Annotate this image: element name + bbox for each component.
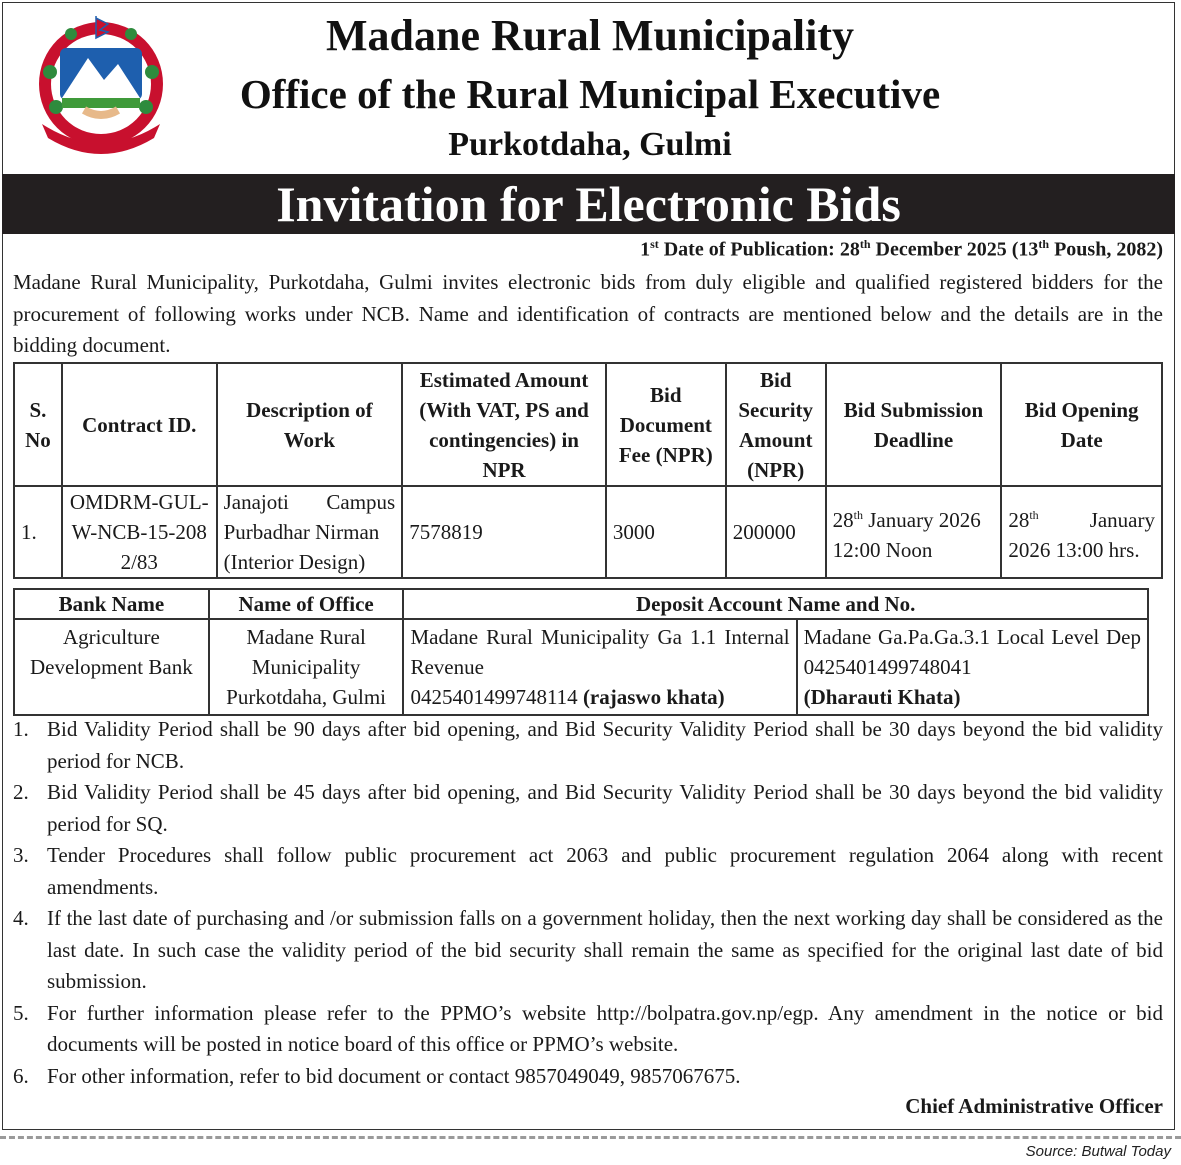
cell-estimate: 7578819 — [402, 486, 606, 578]
col-description: Description of Work — [217, 363, 403, 486]
cell-bank-name: Agriculture Development Bank — [14, 619, 209, 715]
list-item: 5. For further information please refer to the PPMO’s website http://bolpatra.gov.np/egp. Any amendment in the notice or bid documents will be posted in notice board of this office or PPMO’s website. — [13, 1000, 1163, 1056]
bank-table — [13, 588, 1149, 716]
col-opening: Bid Opening Date — [1001, 363, 1162, 486]
col-sno: S. No — [14, 363, 62, 486]
bank-header-row — [14, 589, 1148, 619]
table-header-row — [14, 363, 1162, 486]
bids-table — [13, 362, 1163, 579]
nepal-emblem-icon — [26, 12, 176, 160]
col-security: Bid Security Amount (NPR) — [726, 363, 826, 486]
cell-sno: 1. — [14, 486, 62, 578]
list-item: 4. If the last date of purchasing and /or submission falls on a government holiday, then the next working day shall be considered as the last date. In such case the validity period of the bid security shall remain the same as specified for the original last date of bid submission. — [13, 906, 1163, 993]
cell-account-revenue: Madane Rural Municipality Ga 1.1 Internal Revenue 0425401499748114 (rajaswo khata) — [403, 619, 796, 715]
notice-title-banner: Invitation for Electronic Bids — [2, 174, 1175, 234]
list-item: 3. Tender Procedures shall follow public procurement act 2063 and public procurement regulation 2064 along with recent amendments. — [13, 843, 1163, 899]
col-office-name: Name of Office — [209, 589, 404, 619]
cell-doc-fee: 3000 — [606, 486, 726, 578]
list-item: 2. Bid Validity Period shall be 45 days after bid opening, and Bid Security Validity Period shall be 30 days beyond the bid validity period for SQ. — [13, 780, 1163, 836]
cell-opening: 28th January 2026 13:00 hrs. — [1001, 486, 1162, 578]
signatory: Chief Administrative Officer — [905, 1094, 1163, 1118]
conditions-list — [13, 714, 1163, 1092]
municipality-name: Madane Rural Municipality — [325, 11, 855, 60]
cell-office-name: Madane Rural Municipality Purkotdaha, Gulmi — [209, 619, 404, 715]
col-estimate: Estimated Amount (With VAT, PS and contingencies) in NPR — [402, 363, 606, 486]
col-deposit-account: Deposit Account Name and No. — [403, 589, 1148, 619]
intro-paragraph: Madane Rural Municipality, Purkotdaha, Gulmi invites electronic bids from duly eligible and qualified registered bidders for the procurement of following works under NCB. Name and identification of contracts are mentioned below and the details are in the bidding document. — [13, 270, 1163, 357]
source-credit: Source: Butwal Today — [1025, 1143, 1171, 1160]
list-item: 6. For other information, refer to bid document or contact 9857049049, 9857067675. — [13, 1063, 741, 1088]
cell-security: 200000 — [726, 486, 826, 578]
cell-deadline: 28th January 2026 12:00 Noon — [826, 486, 1002, 578]
bank-row — [14, 619, 1148, 715]
col-contract-id: Contract ID. — [62, 363, 217, 486]
col-doc-fee: Bid Document Fee (NPR) — [606, 363, 726, 486]
col-bank-name: Bank Name — [14, 589, 209, 619]
cell-description: Janajoti Campus Purbadhar Nirman (Interior Design) — [217, 486, 403, 578]
divider — [0, 1136, 1181, 1139]
cell-contract-id: OMDRM-GUL-W-NCB-15-2082/83 — [62, 486, 217, 578]
table-row — [14, 486, 1162, 578]
cell-account-deposit: Madane Ga.Pa.Ga.3.1 Local Level Dep 0425401499748041 (Dharauti Khata) — [797, 619, 1148, 715]
col-deadline: Bid Submission Deadline — [826, 363, 1002, 486]
publication-date: 1st Date of Publication: 28th December 2025 (13th Poush, 2082) — [640, 237, 1163, 261]
office-name: Office of the Rural Municipal Executive — [239, 71, 941, 117]
office-location: Purkotdaha, Gulmi — [448, 126, 732, 163]
list-item: 1. Bid Validity Period shall be 90 days after bid opening, and Bid Security Validity Period shall be 30 days beyond the bid validity period for NCB. — [13, 717, 1163, 773]
